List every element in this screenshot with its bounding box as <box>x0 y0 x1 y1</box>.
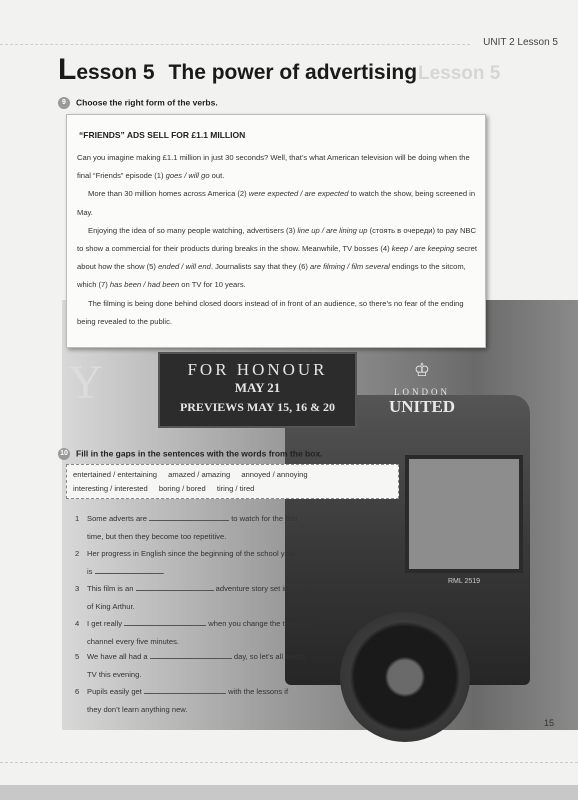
scan-edge <box>0 785 578 800</box>
verb-choice: ended / will end <box>158 262 211 272</box>
answer-blank[interactable] <box>136 583 214 591</box>
banner-line-3: PREVIEWS MAY 15, 16 & 20 <box>179 400 336 414</box>
word-pair: amazed / amazing <box>168 470 231 479</box>
text-run: . Journalists say that they (6) <box>210 262 311 272</box>
exercise-number-badge: 9 <box>58 97 70 109</box>
article-paragraph <box>77 222 477 295</box>
text-run: Can you imagine making £1.1 million in just 30 seconds? Well, that’s what American television will be doing when the final “Friends” episode (1) <box>77 153 470 181</box>
word-box-row <box>73 484 263 493</box>
lesson-title <box>58 53 418 86</box>
logo-line-1: LONDON <box>394 387 450 397</box>
unit-label: UNIT 2 Lesson 5 <box>483 37 558 48</box>
word-box <box>66 464 399 499</box>
answer-blank[interactable] <box>150 651 232 659</box>
word-pair: annoyed / annoying <box>241 470 308 479</box>
answer-blank[interactable] <box>95 566 163 574</box>
y-logo: Y <box>68 356 103 409</box>
text-run: to watch the show, being screened in May. <box>77 189 476 217</box>
sentence-number: 4 <box>75 619 80 628</box>
banner-line-1: FOR HONOUR <box>187 360 328 379</box>
article-paragraph <box>77 149 477 185</box>
sentence-item <box>75 580 375 616</box>
article-text <box>77 149 477 331</box>
sentence-item <box>75 510 375 546</box>
article-paragraph <box>77 185 477 221</box>
article-paragraph: The filming is being done behind closed doors instead of in front of an audience, so there’s no fear of the ending being revealed to the public. <box>77 298 464 326</box>
exercise-number-badge: 10 <box>58 448 70 460</box>
bus-advert-banner <box>158 352 357 428</box>
bus-window <box>405 455 523 573</box>
text-run: out. <box>209 171 225 181</box>
word-pair: entertained / entertaining <box>73 470 158 479</box>
lesson-big-letter: L <box>58 53 77 86</box>
sentence-text: Pupils easily get with the lessons if they don’t learn anything new. <box>87 687 289 714</box>
logo-line-2: UNITED <box>388 397 456 416</box>
verb-choice: were expected / are expected <box>248 189 349 199</box>
text-run: Enjoying the idea of so many people watching, advertisers (3) <box>88 225 298 235</box>
ghost-title: Lesson 5 <box>418 63 501 84</box>
banner-line-2: MAY 21 <box>234 380 281 395</box>
text-run: More than 30 million homes across America (2) <box>88 189 249 199</box>
answer-blank[interactable] <box>149 513 229 521</box>
word-pair: boring / bored <box>158 484 206 493</box>
sentence-text: This film is an adventure story set in the time of King Arthur. <box>87 584 318 611</box>
sentence-text: I get really when you change the television channel every five minutes. <box>87 619 315 646</box>
sentence-number: 3 <box>75 584 80 593</box>
word-box-row <box>73 470 317 479</box>
sentence-item <box>75 615 375 651</box>
sentence-number: 6 <box>75 687 80 696</box>
sentence-text: Some adverts are to watch for the first time, but then they become too repetitive. <box>87 514 298 541</box>
sentence-item <box>75 545 375 581</box>
word-pair: tiring / tired <box>216 484 255 493</box>
text-run: secret about how the show (5) <box>77 244 478 272</box>
text-run: endings to the sitcom, which (7) <box>77 262 466 290</box>
verb-choice: keep / are keeping <box>391 244 455 254</box>
sentence-number: 5 <box>75 652 80 661</box>
sentence-text: We have all had a day, so let’s all watch TV this evening. <box>87 652 305 679</box>
article-title: “FRIENDS” ADS SELL FOR £1.1 MILLION <box>79 130 246 140</box>
exercise-instruction: Choose the right form of the verbs. <box>76 97 218 108</box>
word-pair: interesting / interested <box>73 484 148 493</box>
sentence-item <box>75 648 375 684</box>
lesson-number: esson 5 <box>76 61 155 84</box>
sentence-number: 1 <box>75 514 80 523</box>
lesson-name: The power of advertising <box>168 61 418 84</box>
verb-choice: has been / had been <box>109 280 180 290</box>
answer-blank[interactable] <box>144 686 226 694</box>
sentence-item <box>75 683 375 719</box>
registration-plate: RML 2519 <box>448 578 481 585</box>
crest-icon: ♔ <box>413 360 431 380</box>
verb-choice: line up / are lining up <box>297 225 368 235</box>
verb-choice: goes / will go <box>165 171 210 181</box>
page-number: 15 <box>543 718 554 728</box>
top-dashed-rule <box>0 44 470 45</box>
bottom-dashed-rule <box>0 762 578 763</box>
sentence-number: 2 <box>75 549 80 558</box>
text-run: on TV for 10 years. <box>179 280 246 290</box>
sentence-text: Her progress in English since the beginning of the school year is . <box>87 549 296 576</box>
exercise-instruction: Fill in the gaps in the sentences with the words from the box. <box>76 448 323 459</box>
text-run: (стоять в очереди) to pay NBC to show a commercial for their products during breaks in the show. Meanwhile, TV bosses (4) <box>77 225 476 254</box>
exercise-9-heading <box>58 97 218 109</box>
answer-blank[interactable] <box>124 618 206 626</box>
london-united-logo <box>372 360 472 430</box>
article-box <box>66 114 486 348</box>
verb-choice: are filming / film several <box>310 262 390 272</box>
exercise-10-heading <box>58 448 323 460</box>
